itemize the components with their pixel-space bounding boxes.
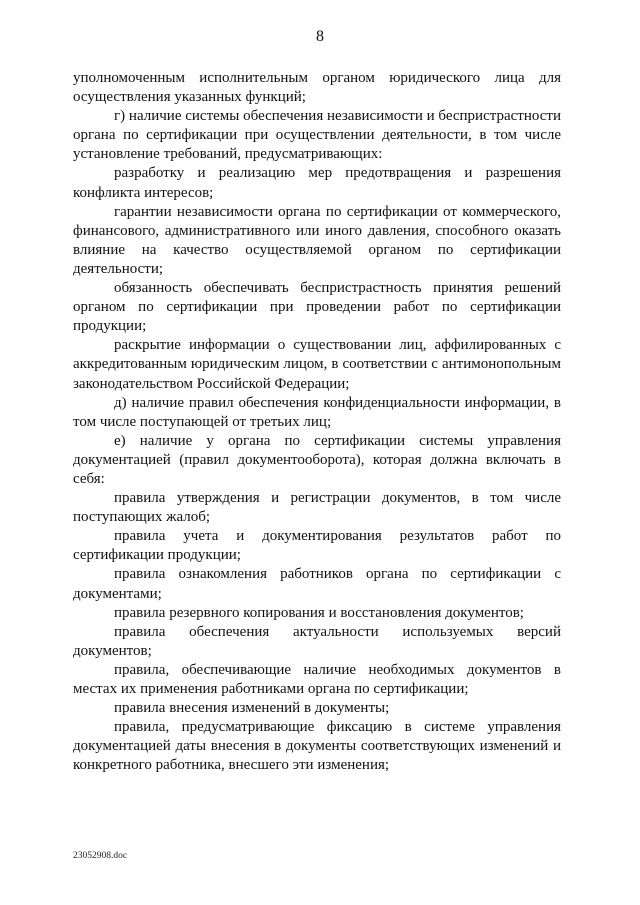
paragraph: гарантии независимости органа по сертификации от коммерческого, финансового, административного или иного давления, способного оказать влияние на качество осуществляемой органом по сертификации деятельности; bbox=[73, 203, 561, 277]
paragraph: правила утверждения и регистрации документов, в том числе поступающих жалоб; bbox=[73, 490, 561, 526]
paragraph: разработку и реализацию мер предотвращения и разрешения конфликта интересов; bbox=[73, 165, 561, 201]
file-name-footer: 23052908.doc bbox=[73, 851, 128, 861]
paragraph: раскрытие информации о существовании лиц, аффилированных с аккредитованным юридическим лицом, в соответствии с антимонопольным законодательством Российской Федерации; bbox=[73, 337, 561, 392]
paragraph: правила внесения изменений в документы; bbox=[114, 700, 390, 717]
document-body bbox=[73, 69, 561, 775]
paragraph: г) наличие системы обеспечения независимости и беспристрастности органа по сертификации при осуществлении деятельности, в том числе установление требований, предусматривающих: bbox=[73, 108, 561, 163]
paragraph: правила учета и документирования результатов работ по сертификации продукции; bbox=[73, 528, 561, 564]
paragraph: д) наличие правил обеспечения конфиденциальности информации, в том числе поступающей от третьих лиц; bbox=[73, 394, 561, 430]
paragraph: обязанность обеспечивать беспристрастность принятия решений органом по сертификации при проведении работ по сертификации продукции; bbox=[73, 280, 561, 335]
paragraph: уполномоченным исполнительным органом юридического лица для осуществления указанных функций; bbox=[73, 70, 561, 106]
paragraph: правила, предусматривающие фиксацию в системе управления документацией даты внесения в документы соответствующих изменений и конкретного работника, внесшего эти изменения; bbox=[73, 719, 561, 774]
paragraph: правила резервного копирования и восстановления документов; bbox=[114, 604, 524, 621]
paragraph: правила ознакомления работников органа по сертификации с документами; bbox=[73, 566, 561, 602]
paragraph: правила, обеспечивающие наличие необходимых документов в местах их применения работниками органа по сертификации; bbox=[73, 661, 561, 697]
paragraph: правила обеспечения актуальности используемых версий документов; bbox=[73, 623, 561, 659]
paragraph: е) наличие у органа по сертификации системы управления документацией (правил документооборота), которая должна включать в себя: bbox=[73, 432, 561, 487]
page-number: 8 bbox=[316, 28, 324, 45]
